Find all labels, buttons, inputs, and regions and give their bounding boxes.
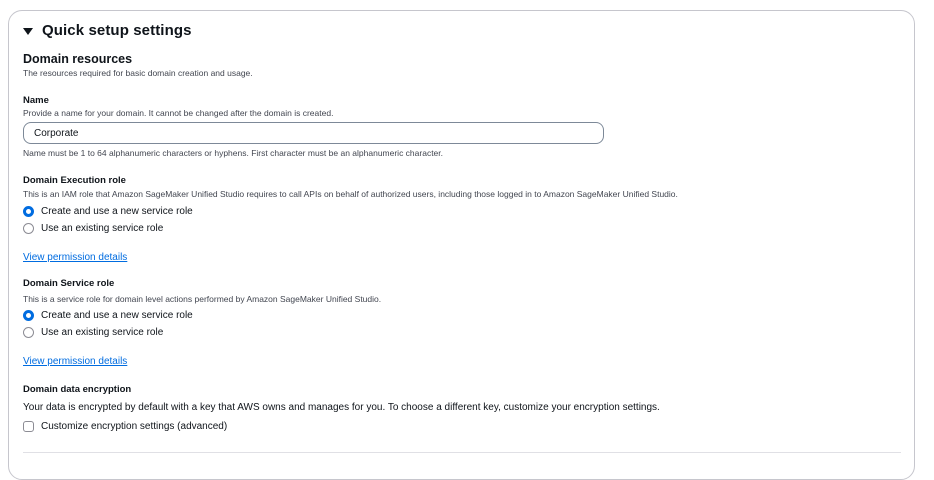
section-divider [23, 452, 901, 453]
radio-checked-icon[interactable] [23, 206, 34, 217]
name-label: Name [23, 95, 49, 106]
radio-label: Use an existing service role [41, 327, 164, 338]
name-constraint-text: Name must be 1 to 64 alphanumeric characters or hyphens. First character must be an alphanumeric character. [23, 148, 444, 158]
radio-unchecked-icon[interactable] [23, 223, 34, 234]
domain-name-input[interactable] [23, 122, 604, 144]
domain-resources-description: The resources required for basic domain creation and usage. [23, 68, 253, 78]
encryption-label: Domain data encryption [23, 384, 132, 395]
view-permission-details-link[interactable]: View permission details [23, 252, 128, 263]
service-role-description: This is a service role for domain level actions performed by Amazon SageMaker Unified Studio. [23, 294, 382, 304]
radio-label: Use an existing service role [41, 223, 164, 234]
execution-role-label: Domain Execution role [23, 175, 126, 186]
radio-checked-icon[interactable] [23, 310, 34, 321]
checkbox-unchecked-icon[interactable] [23, 421, 34, 432]
service-role-option-existing[interactable] [23, 327, 163, 338]
radio-label: Create and use a new service role [41, 310, 193, 321]
checkbox-label: Customize encryption settings (advanced) [41, 421, 228, 432]
section-title: Quick setup settings [42, 22, 192, 39]
execution-role-option-create[interactable] [23, 206, 193, 217]
encryption-description: Your data is encrypted by default with a key that AWS owns and manages for you. To choose a different key, customize your encryption settings. [23, 402, 660, 413]
caret-down-icon [23, 28, 33, 35]
radio-unchecked-icon[interactable] [23, 327, 34, 338]
execution-role-option-existing[interactable] [23, 223, 163, 234]
name-description: Provide a name for your domain. It cannot be changed after the domain is created. [23, 108, 334, 118]
execution-role-description: This is an IAM role that Amazon SageMaker Unified Studio requires to call APIs on behalf of authorized users, including those logged in to Amazon SageMaker Unified Studio. [23, 189, 678, 199]
customize-encryption-checkbox-row[interactable] [23, 421, 227, 432]
quick-setup-toggle[interactable] [23, 22, 192, 39]
service-role-option-create[interactable] [23, 310, 193, 321]
domain-resources-heading: Domain resources [23, 52, 133, 66]
radio-label: Create and use a new service role [41, 206, 193, 217]
view-permission-details-link[interactable]: View permission details [23, 356, 128, 367]
service-role-label: Domain Service role [23, 278, 115, 289]
